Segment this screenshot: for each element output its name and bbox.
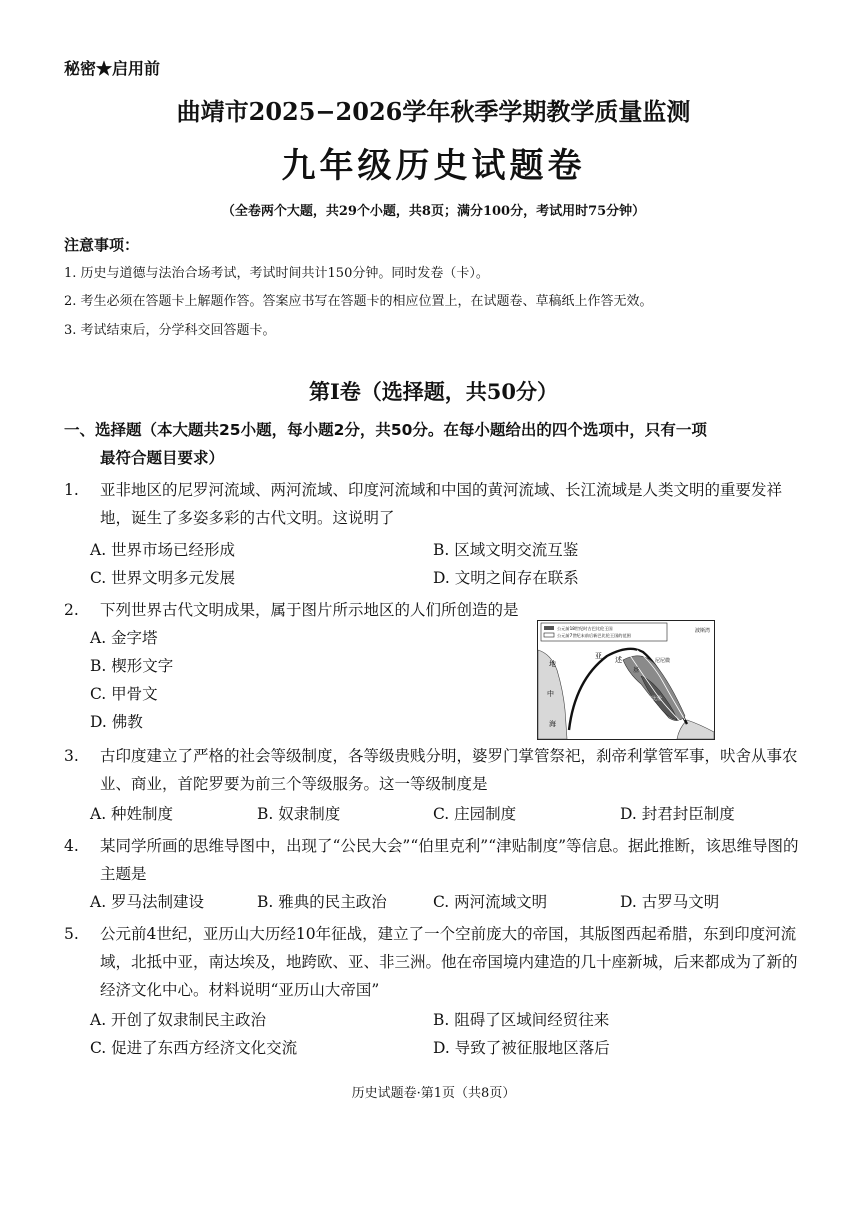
exam-info: （全卷两个大题，共29个小题，共8页；满分100分，考试用时75分钟）	[221, 204, 646, 219]
option-c[interactable]: C. 促进了东西方经济文化交流	[90, 1039, 298, 1057]
part-line-2: 最符合题目要求）	[100, 449, 225, 467]
question-4	[64, 832, 806, 888]
question-number: 3.	[64, 747, 79, 765]
part-instructions	[64, 416, 806, 472]
map-label: 基	[633, 667, 640, 674]
question-text: 某同学所画的思维导图中，出现了“公民大会”“伯里克利”“津贴制度”等信息。据此推断，该思维导图的主题是	[100, 837, 799, 883]
option-c[interactable]: C. 世界文明多元发展	[90, 569, 236, 587]
option-c[interactable]: C. 甲骨文	[90, 685, 158, 703]
option-a[interactable]: A. 世界市场已经形成	[90, 541, 236, 559]
option-b[interactable]: B. 雅典的民主政治	[257, 893, 387, 911]
option-d[interactable]: D. 佛教	[90, 713, 143, 731]
map-label: 波斯湾	[695, 628, 711, 634]
section-title: 第Ⅰ卷（选择题，共50分）	[308, 379, 559, 404]
question-text: 公元前4世纪，亚历山大历经10年征战，建立了一个空前庞大的帝国，其版图西起希腊，东到印度河流域，北抵中亚，南达埃及，地跨欧、亚、非三洲。他在帝国境内建造的几十座新城，后来都成为了新的经济文化中心。材料说明“亚历山大帝国”	[100, 925, 798, 999]
confidential-mark: 秘密★启用前	[64, 59, 161, 78]
question-number: 4.	[64, 837, 79, 855]
question-text: 古印度建立了严格的社会等级制度，各等级贵贱分明，婆罗门掌管祭祀，刹帝利掌管军事，吠舍从事农业、商业，首陀罗要为前三个等级服务。这一等级制度是	[100, 747, 798, 793]
page-footer: 历史试题卷·第1页（共8页）	[351, 1086, 516, 1101]
notice-item: 1. 历史与道德与法治合场考试，考试时间共计150分钟。同时发卷（卡）。	[64, 266, 489, 281]
map-legend-2: 公元前7世纪末前后新巴比伦王国的范围	[557, 633, 631, 638]
notice-item: 3. 考试结束后，分学科交回答题卡。	[64, 323, 276, 338]
option-d[interactable]: D. 封君封臣制度	[620, 805, 735, 823]
question-number: 2.	[64, 601, 79, 619]
map-label: 巴比伦	[647, 696, 663, 702]
paper-title: 九年级历史试题卷	[281, 146, 586, 186]
option-b[interactable]: B. 奴隶制度	[257, 805, 341, 823]
option-b[interactable]: B. 区域文明交流互鉴	[433, 541, 579, 559]
exam-title: 曲靖市2025−2026学年秋季学期教学质量监测	[176, 97, 691, 126]
option-b[interactable]: B. 楔形文字	[90, 657, 174, 675]
map-label: 地	[549, 660, 556, 668]
option-a[interactable]: A. 金字塔	[90, 629, 158, 647]
question-number: 1.	[64, 481, 79, 499]
map-label: 海	[549, 720, 556, 728]
map-label: 尼尼微	[655, 658, 671, 664]
option-c[interactable]: C. 庄园制度	[433, 805, 517, 823]
option-c[interactable]: C. 两河流域文明	[433, 893, 548, 911]
option-a[interactable]: A. 种姓制度	[90, 805, 174, 823]
map-label: 中	[547, 690, 554, 698]
option-d[interactable]: D. 文明之间存在联系	[433, 569, 579, 587]
option-b[interactable]: B. 阻碍了区域间经贸往来	[433, 1011, 610, 1029]
mesopotamia-map	[537, 620, 715, 740]
question-5	[64, 920, 806, 1004]
map-label: 述	[615, 656, 622, 664]
option-d[interactable]: D. 导致了被征服地区落后	[433, 1039, 610, 1057]
map-legend-1: 公元前18世纪时古巴比伦王国	[557, 626, 613, 631]
map-label: 亚	[595, 652, 602, 660]
part-line-1: 一、选择题（本大题共25小题，每小题2分，共50分。在每小题给出的四个选项中，只有一项	[64, 421, 707, 439]
question-text: 下列世界古代文明成果，属于图片所示地区的人们所创造的是	[100, 601, 519, 619]
question-number: 5.	[64, 925, 79, 943]
question-text: 亚非地区的尼罗河流域、两河流域、印度河流域和中国的黄河流域、长江流域是人类文明的重要发祥地，诞生了多姿多彩的古代文明。这说明了	[100, 481, 783, 527]
notice-heading: 注意事项：	[64, 236, 140, 254]
option-a[interactable]: A. 罗马法制建设	[90, 893, 205, 911]
option-a[interactable]: A. 开创了奴隶制民主政治	[90, 1011, 267, 1029]
option-d[interactable]: D. 古罗马文明	[620, 893, 720, 911]
question-3	[64, 742, 806, 798]
notice-item: 2. 考生必须在答题卡上解题作答。答案应书写在答题卡的相应位置上，在试题卷、草稿纸上作答无效。	[64, 294, 653, 309]
question-1	[64, 476, 806, 532]
